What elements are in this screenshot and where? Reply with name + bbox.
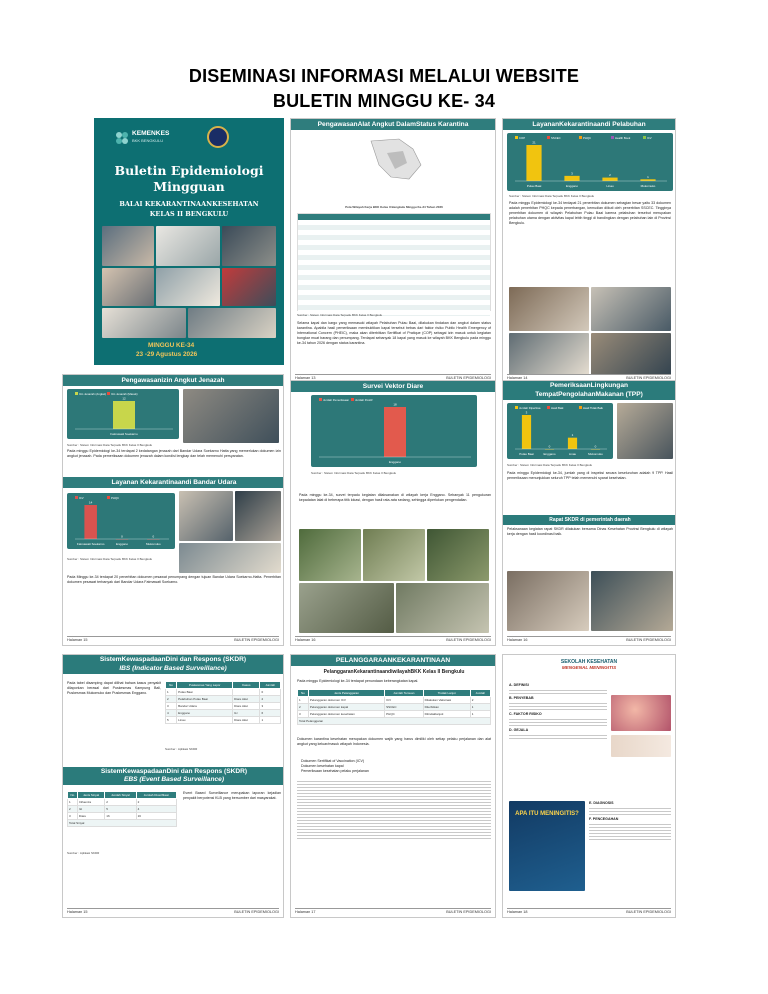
paragraph: Pada minggu Epidemiologi ke-34, jumlah yang di inspeksi secara keseluruhan adalah 9 TPP. Hasil pemeriksaan menunjukkan seluruh TPP telah memenuhi syarat kesehatan. [507,471,673,480]
col-header: Jenis Pelanggaran [308,690,384,697]
legend-swatch [75,496,78,499]
chart-bandara [67,493,175,549]
category-label: Enggano [543,452,556,456]
data-label: 3 [525,410,528,415]
panel-header-2: TempatPengolahanMakanan (TPP) [503,391,675,400]
category-label: Mukomuko [640,184,656,188]
text-filler [297,779,491,841]
cover-title-1: Buletin Epidemiologi [114,163,264,178]
table-row: 2 ILI 5 4 [68,806,177,813]
bulletin-label: BULETIN EPIDEMIOLOGI [234,638,279,642]
paragraph-ebs: Event Based Surveillance merupakan laporan kejadian penyakit berpotensi KLB yang bersumber dari masyarakat. [183,791,281,800]
meningitis-text-2 [589,801,671,842]
photo-1 [509,287,589,331]
cover-dates: 23 -29 Agustus 2026 [136,351,198,358]
panel-header: LayananKekarantinaandi Pelabuhan [503,119,675,130]
panel-header: Survei Vektor Diare [291,381,495,392]
legend-swatch [579,136,582,139]
cover-org-sub: BKK BENGKULU [132,138,164,143]
paragraph: Dokumen karantina kesehatan merupakan dokumen wajib yang harus dimiliki oleh setiap pelaku perjalanan dan alat angkut yang keluar/masuk wilayah Indonesia. [297,737,491,746]
source-note: Sumber : Aplikasi SKDR [67,851,100,855]
emblem-icon [207,126,229,148]
bar [113,401,135,429]
paragraph: Pada minggu Epidemiologi ke-34 terdapat 2 kedatangan jenazah dari Bandar Udara Soekarno Hatta yang memerlukan dokumen izin angkut jenazah. Pada pemeriksaan dokumen jenazah dalam kondisi lengkap dan telah memenuhi persyaratan. [67,449,281,458]
legend-swatch [107,496,110,499]
bar [568,438,577,449]
cover-week: MINGGU KE-34 [148,342,195,349]
page-number: Halaman 18 [507,910,528,914]
main-title-line2: BULETIN MINGGU KE- 34 [272,91,496,111]
legend-label: Jumlah Diperiksa [519,406,541,410]
table-row: 3 Pelanggaran dokumen kesehatan PHQC Ditindaklanjuti 1 [298,711,491,718]
col-header: No [166,682,177,689]
photo-2 [363,529,425,581]
photo-2 [591,287,671,331]
section-title: C. FAKTOR RISIKO [509,711,542,716]
bar [384,407,406,457]
panel-header: PengawasanAlat Angkut DalamStatus Karantina [291,119,495,130]
bar [522,415,531,449]
table-row: 4 Enggano ILI 6 [166,710,281,717]
list-item: Dokumen Sertifikat of Vaccination (ICV) [301,759,365,763]
table-row: 1 Pelanggaran dokumen ICV ICV Dilakukan Vaksinasi 2 [298,697,491,704]
total-label: Total Pelanggaran [298,718,491,725]
source-note: Sumber : Sistem Informasi Data Terpadu BKK Kelas II Bengkulu [311,471,397,475]
legend-swatch [515,136,518,139]
list-item: Dokumen kesehatan kapal [301,763,344,768]
photo-4 [591,333,671,375]
panel-jenazah-bandara [62,374,284,646]
data-label: 0 [594,444,597,449]
panel-header-ebs-2: EBS (Event Based Surveillance) [63,776,284,785]
photo-bandara-2 [235,491,281,541]
photo-bandara-1 [179,491,233,541]
bulletin-cover [94,118,284,365]
data-label: 1 [647,174,649,179]
panel-alat-angkut [290,118,496,384]
cover-photo-7 [102,308,186,338]
paragraph: Pada minggu Epidemiologi ke-34 terdapat 21 penerbitan dokumen sebagian besar yaitu 33 dokumen adalah penerbitan PHQC kepada penerbangan, kemudian diikuti oleh penerbitan SSCEC. Tingginya penerbitan dokumen di wilayah Pelabuhan Pulau Baai karena pelabuhan tersebut merupakan pelabuhan utama dengan aktivitas kapal lebih tinggi di bandingkan dengan pelabuhan lain di Provinsi Bengkulu. [509,201,671,225]
section-title: B. PENYEBAB [509,695,534,700]
page-number: Halaman 14 [507,376,528,380]
paragraph: Pada minggu ke-34, survei terpadu kegiatan dilaksanakan di wilayah kerja Enggano. Sebanyak 11 pengukuran kepadatan lalat di beberapa titik lokasi, dengan hasil rata-rata sedang, sehingga diperlukan pengendalian. [299,493,491,502]
panel-header-ibs-1: SistemKewaspadaanDini dan Respons (SKDR) [63,655,283,665]
sub-paragraph: Pelaksanaan kegiatan rapat SKDR dilakukan bersama Dinas Kesehatan Provinsi Bengkulu di wilayah kerja dengan hasil koordinasi baik. [507,527,673,536]
legend-label: SSCEC [551,136,561,140]
col-header: Jumlah [260,682,281,689]
legend-swatch [547,136,550,139]
bar [640,179,655,181]
data-label: 0 [548,444,551,449]
category-label: Enggano [115,542,129,546]
page-number: Halaman 17 [295,910,316,914]
cover-office-2: KELAS II BENGKULU [149,210,229,218]
bulletin-label: BULETIN EPIDEMIOLOGI [446,638,491,642]
col-header: No [68,792,78,799]
main-title-line1: DISEMINASI INFORMASI MELALUI WEBSITE [188,66,580,86]
legend-label: Jumlah Positif [355,398,373,402]
page-number: Halaman 13 [295,376,316,380]
section-title: D. GEJALA [509,727,529,732]
data-label: 0 [152,534,155,539]
intro-paragraph: Pada minggu Epidemiologi ke-34 terdapat penundaan keberangkatan kapal. [297,679,419,683]
data-label: 3 [571,171,573,176]
col-header: Jumlah Temuan [385,690,423,697]
photo-tpp [617,403,673,459]
paragraph: Pada Minggu ke-34 terdapat 20 penerbitan dokumen pesawat penumpang dengan tujuan Bandar Udara Soekarno-Hatta. Penerbitan dokumen pesawat terbanyak dari Bandar Udara Fatmawati Soekarno. [67,575,281,584]
panel-header-2: MENGENAL MENINGITIS [561,665,617,670]
photo-4 [299,583,394,633]
page-number: Halaman 15 [67,910,88,914]
legend-swatch [351,398,354,401]
legend-label: COP [519,136,526,140]
legend-swatch [579,406,582,409]
table-row: 2 Pelanggaran dokumen kapal SSCEC Diterbitkan 1 [298,704,491,711]
chart-vektor [311,395,477,467]
legend-label: PHQC [583,136,592,140]
source-note: Sumber : Sistem Informasi Data Terpadu BKK Kelas II Bengkulu [67,443,153,447]
bulletin-label: BULETIN EPIDEMIOLOGI [626,376,671,380]
table-row: 1 Pulau Baai 0 [166,689,281,696]
brain-illustration [611,695,671,731]
legend-label: Izin Jenazah (Angkut) [79,392,107,396]
map-illustration [351,135,437,185]
data-label: 1 [571,433,574,438]
meningitis-poster [509,801,585,891]
source-note: Sumber : Sistem Informasi Data Terpadu BKK Kelas II Bengkulu [297,313,383,317]
legend-swatch [107,392,110,395]
panel-header-1: PemeriksaanLingkungan [503,381,675,391]
cover-photo-4 [102,268,154,306]
category-label: Fatmawati Soekarno [76,542,105,546]
ebs-table [67,791,177,827]
photo-3 [509,333,589,375]
cover-org: KEMENKES [132,130,170,137]
diagram-illustration [611,735,671,757]
legend-label: ICV [647,136,652,140]
category-label: Linau [568,452,577,456]
col-header: No [298,690,309,697]
sub-header: Rapat SKDR di pemerintah daerah [503,515,676,525]
col-header: Tindak Lanjut [423,690,470,697]
cover-title-2: Mingguan [153,179,225,194]
paragraph-ibs: Pada tabel disamping dapat dilihat bahwa kasus penyakit dilaporkan berasal dari Puskesmas Kampung Bali, Puskesmas Mukomuko dan Puskesmas Enggano. [67,681,161,695]
source-note: Sumber : Aplikasi SKDR [165,747,198,751]
map-caption: Peta Wilayah Kerja BKK Kelas II Bengkulu Minggu Ke-34 Tahun 2026 [345,205,443,209]
photo-jenazah [183,389,279,443]
section-title: F. PENCEGAHAN [589,816,619,821]
ibs-table [165,681,281,724]
table-row: 3 Diare 16 16 [68,813,177,820]
cover-photo-2 [156,226,220,266]
sub-header: PelanggaranKekarantinaandiwilayahBKK Kelas II Bengkulu [323,669,465,675]
data-label: 18 [393,402,397,407]
category-label: Fatmawati Soekarno [110,432,138,436]
panel-sekolah-kesehatan [502,654,676,918]
data-label: 21 [532,140,536,145]
paragraph: Selama kapal dan kargo yang memasuki wilayah Pelabuhan Pulau Baai, dilakukan tindakan dan angkut dalam status karantina. Apabila hasil pemeriksaan membuktikan kapal tersebut bebas dari faktor risiko Public Health Emergency of International Concern (PHEIC), maka akan diterbitkan Sertifikat of Pratique (COP) sebagai izin masuk untuk kegiatan bongkar muat barang dan penumpang. Terdapat sebanyak 18 kapal yang masuk ke wilayah BKK Bengkulu pada minggu ke-34 tahun 2026 dengan status karantina. [297,321,491,345]
category-label: Linau [606,184,614,188]
total-label: Total Sinyal [68,820,177,827]
page-number: Halaman 15 [67,638,88,642]
cover-photo-6 [222,268,276,306]
bulletin-label: BULETIN EPIDEMIOLOGI [446,910,491,914]
category-label: Mukomuko [145,542,161,546]
pelanggaran-table [297,689,491,725]
kapal-table [297,213,491,311]
data-label: 12 [122,396,126,401]
page-number: Halaman 16 [295,638,316,642]
poster-title: APA ITU MENINGITIS? [515,811,579,817]
category-label: Enggano [388,460,402,464]
chart-jenazah [67,389,179,439]
bulletin-label: BULETIN EPIDEMIOLOGI [626,638,671,642]
bulletin-label: BULETIN EPIDEMIOLOGI [446,376,491,380]
cover-photo-1 [102,226,154,266]
legend-swatch [611,136,614,139]
bar [84,505,97,539]
source-note: Sumber : Sistem Informasi Data Terpadu BKK Kelas II Bengkulu [507,463,593,467]
legend-swatch [319,398,322,401]
table-row [298,718,491,725]
photo-1 [299,529,361,581]
kemenkes-logo-icon [114,130,130,146]
panel-header: PELANGGARAANKEKARANTINAAN [291,655,495,666]
photo-rapat-1 [507,571,589,631]
col-header: Jumlah [470,690,490,697]
bar [526,145,541,181]
source-note: Sumber : Sistem Informasi Data Terpadu BKK Kelas II Bengkulu [67,557,153,561]
page-number: Halaman 16 [507,638,528,642]
panel-survei-vektor [290,380,496,646]
legend-label: PHQC [111,496,120,500]
list [301,759,487,774]
cover-office-1: BALAI KEKARANTINAANKESEHATAN [119,200,259,208]
legend-swatch [643,136,646,139]
legend-label: Jumlah Pemeriksaan [323,398,350,402]
cover-photo-3 [222,226,276,266]
table-row: 1 Influenza 2 2 [68,799,177,806]
panel-header-bandara: Layanan Kekarantinaandi Bandar Udara [63,477,284,488]
source-note: Sumber : Sistem Informasi Data Terpadu BKK Kelas II Bengkulu [509,194,595,198]
col-header: Jumlah Sinyal [105,792,136,799]
panel-header-ebs-1: SistemKewaspadaanDini dan Respons (SKDR) [63,767,284,777]
section-title: A. DEFINISI [509,683,529,687]
col-header: Kasus [233,682,260,689]
category-label: Mukomuko [588,452,603,456]
panel-tpp [502,380,676,646]
legend-swatch [515,406,518,409]
panel-skdr [62,654,284,918]
photo-3 [427,529,489,581]
section-title: E. DIAGNOSIS [589,801,614,805]
legend-label: Health Book [615,136,631,140]
bar [602,178,617,181]
legend-label: Hasil Baik [551,406,564,410]
panel-header-ibs-2: IBS (Indicator Based Surveillance) [63,665,283,674]
cover-photo-5 [156,268,220,306]
category-label: Enggano [565,184,579,188]
photo-bandara-3 [179,543,281,573]
col-header: Puskesmas Yang Lapor [177,682,233,689]
chart-pelabuhan [507,133,673,191]
data-label: 0 [121,534,123,539]
bar [564,176,579,181]
chart-tpp [507,403,613,459]
table-row: 3 Bandar Udara Diare Akut 3 [166,703,281,710]
data-label: 2 [609,173,611,178]
legend-label: Hasil Tidak Baik [583,406,603,410]
col-header: Jumlah Diverifikasi [136,792,176,799]
photo-rapat-2 [591,571,673,631]
photo-5 [396,583,489,633]
legend-swatch [75,392,78,395]
table-row [68,820,177,827]
panel-header-1: SEKOLAH KESEHATAN [560,659,618,665]
panel-layanan-pelabuhan [502,118,676,384]
legend-swatch [547,406,550,409]
category-label: Pulau Baai [526,184,542,188]
list-item: Pemeriksaan kesehatan pelaku perjalanan [301,768,369,773]
bulletin-label: BULETIN EPIDEMIOLOGI [234,910,279,914]
cover-photo-8 [188,308,276,338]
bulletin-label: BULETIN EPIDEMIOLOGI [626,910,671,914]
panel-pelanggaran [290,654,496,918]
legend-label: ICV [79,496,84,500]
data-label: 14 [88,500,93,505]
col-header: Jenis Sinyal [77,792,104,799]
table-row: 5 Linau Diare Akut 1 [166,717,281,724]
category-label: Pulau Baai [519,452,534,456]
meningitis-text [509,683,607,741]
table-row: 2 Pelabuhan Pulau Baai Diare Akut 2 [166,696,281,703]
panel-header-jenazah: Pengawasanizin Angkut Jenazah [63,375,283,386]
legend-label: Izin Jenazah (Masuk) [111,392,138,396]
